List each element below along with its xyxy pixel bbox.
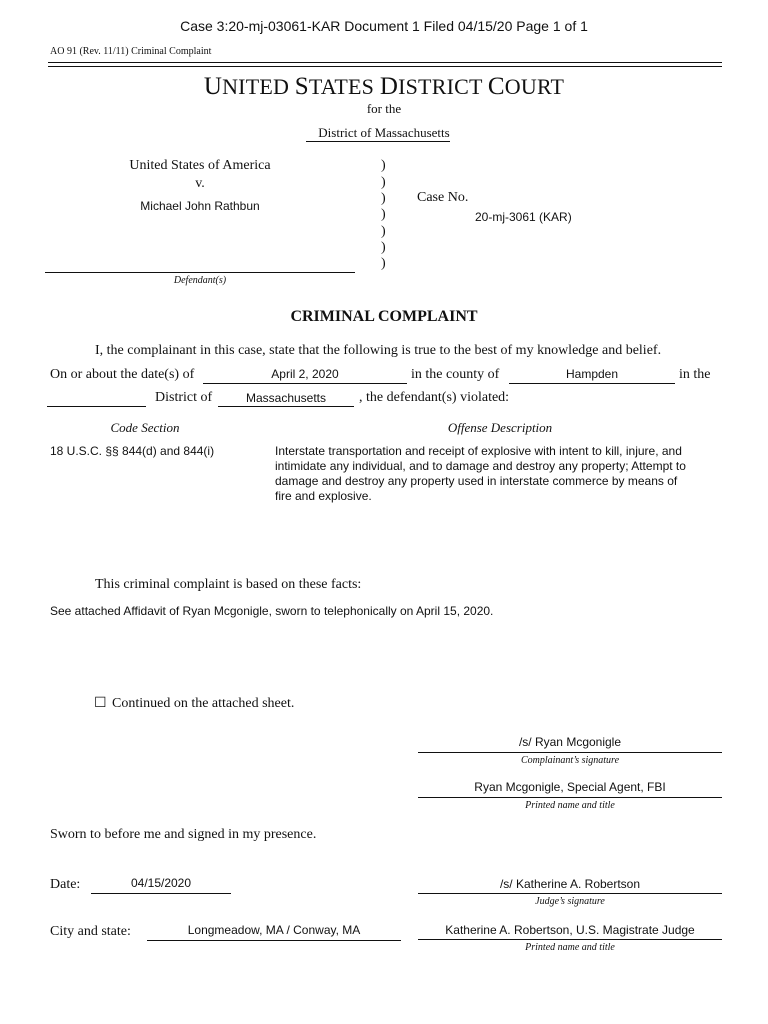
complaint-heading: CRIMINAL COMPLAINT: [290, 308, 478, 325]
blank-district-rule: [47, 406, 146, 407]
defendant-name: Michael John Rathbun: [140, 199, 260, 213]
county-prefix: in the county of: [411, 367, 500, 382]
paren-1: ): [381, 158, 386, 173]
code-section-label: Code Section: [110, 420, 180, 435]
violated-text: , the defendant(s) violated:: [359, 390, 510, 405]
paren-2: ): [381, 175, 386, 190]
offense-date: April 2, 2020: [271, 367, 339, 381]
court-title: UNITED STATES DISTRICT COURT: [203, 73, 565, 100]
judge-signature-label: Judge’s signature: [535, 896, 605, 907]
judge-name-rule: [418, 939, 722, 940]
county-value: Hampden: [565, 367, 619, 381]
judge-signature-rule: [418, 893, 722, 894]
complainant-name-title: Ryan Mcgonigle, Special Agent, FBI: [474, 780, 666, 794]
district-value-rule: [218, 406, 354, 407]
city-state-rule: [147, 940, 401, 941]
facts-label: This criminal complaint is based on these facts:: [95, 577, 362, 592]
district-prefix: District of: [155, 390, 213, 405]
code-section: 18 U.S.C. §§ 844(d) and 844(i): [50, 444, 215, 458]
signed-date-rule: [91, 893, 231, 894]
county-rule: [509, 383, 675, 384]
sworn-text: Sworn to before me and signed in my presence.: [50, 827, 317, 842]
paren-4: ): [381, 207, 386, 222]
complainant-name-label: Printed name and title: [525, 800, 615, 811]
complainant-signature-label: Complainant’s signature: [520, 755, 620, 766]
case-number: 20-mj-3061 (KAR): [475, 210, 572, 224]
top-rule-2: [48, 66, 722, 67]
facts-text: See attached Affidavit of Ryan Mcgonigle, sworn to telephonically on April 15, 2020.: [50, 604, 494, 618]
paren-5: ): [381, 224, 386, 239]
offense-date-rule: [203, 383, 407, 384]
complainant-name-rule: [418, 797, 722, 798]
district-underline: [306, 141, 450, 142]
complainant-signature-rule: [418, 752, 722, 753]
defendant-label: Defendant(s): [173, 275, 227, 286]
form-id: AO 91 (Rev. 11/11) Criminal Complaint: [50, 46, 212, 57]
city-label: City and state:: [50, 924, 131, 939]
judge-signature: /s/ Katherine A. Robertson: [499, 877, 641, 891]
in-the: in the: [679, 367, 711, 382]
case-no-label: Case No.: [417, 190, 469, 205]
complainant-signature: /s/ Ryan Mcgonigle: [518, 735, 622, 749]
date-prefix: On or about the date(s) of: [50, 367, 195, 382]
versus: v.: [195, 176, 205, 191]
offense-label: Offense Description: [447, 420, 553, 435]
continued-checkbox[interactable]: ☐: [94, 694, 107, 710]
paren-7: ): [381, 256, 386, 271]
paren-6: ): [381, 240, 386, 255]
signed-date: 04/15/2020: [130, 876, 192, 890]
district-name: District of Massachusetts: [318, 125, 450, 140]
judge-name-title: Katherine A. Robertson, U.S. Magistrate Judge: [445, 923, 695, 937]
city-state: Longmeadow, MA / Conway, MA: [187, 923, 361, 937]
paren-3: ): [381, 191, 386, 206]
for-the: for the: [366, 101, 402, 116]
defendant-rule: [45, 272, 355, 273]
continued-text: Continued on the attached sheet.: [112, 696, 295, 711]
district-value: Massachusetts: [245, 391, 327, 405]
judge-name-label: Printed name and title: [525, 942, 615, 953]
top-rule-1: [48, 62, 722, 63]
offense-description: Interstate transportation and receipt of explosive with intent to kill, injure, and intimidate any individual, and to damage and destroy any property; Attempt to damage and destroy any property used in interstate commerce by means of fire and explosive.: [275, 444, 686, 503]
case-stamp: Case 3:20-mj-03061-KAR Document 1 Filed 04/15/20 Page 1 of 1: [180, 18, 588, 34]
plaintiff: United States of America: [129, 158, 271, 173]
complaint-intro: I, the complainant in this case, state that the following is true to the best of my knowledge and belief.: [95, 343, 662, 358]
date-label: Date:: [50, 877, 81, 892]
